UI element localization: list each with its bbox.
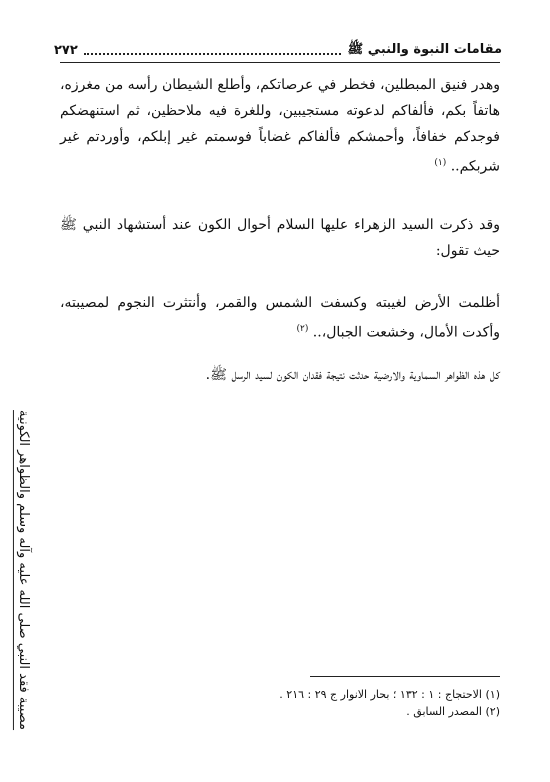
handwritten-margin-note (2, 405, 42, 735)
page-header (54, 38, 502, 62)
paragraph-text: كل هذه الظواهر السماوية والارضية حدثت نتيجة فقدان الكون لسيد الرسل ﷺ. (205, 367, 500, 383)
footnote-item: (١) الاحتجاج : ١ : ١٣٢ ؛ بحار الانوار ج ٢٩ : ٢١٦ . (279, 688, 500, 701)
footnote-separator (310, 676, 500, 677)
paragraph (60, 290, 500, 346)
header-title: مقامات النبوة والنبي ﷺ (347, 41, 502, 57)
header-rule (60, 62, 500, 63)
paragraph (60, 212, 500, 264)
paragraph-text: وقد ذكرت السيد الزهراء عليها السلام أحوال الكون عند أستشهاد النبي ﷺ حيث تقول: (60, 217, 500, 259)
footnote-marker: (١) (434, 158, 447, 168)
paragraph-text: أظلمت الأرض لغيبته وكسفت الشمس والقمر، وأنتثرت النجوم لمصيبته، وأكدت الأمال، وخشعت الجبال،.. (60, 295, 500, 341)
footnote-marker: (٢) (296, 324, 309, 334)
paragraph (60, 72, 500, 180)
margin-note-text: مصيبة فقد النبي صلى الله عليه وآله وسلم والظواهر الكونية (13, 410, 31, 730)
paragraph (60, 362, 500, 388)
page-number: ٢٧٢ (54, 42, 78, 58)
footnote-item: (٢) المصدر السابق . (406, 705, 500, 718)
paragraph-text: وهدر فنيق المبطلين، فخطر في عرصاتكم، وأطلع الشيطان رأسه من مغرزه، هاتفاً بكم، فألفاكم لدعوته مستجيبين، وللغرة فيه ملاحظين، ثم استنهضكم فوجدكم خفافاً، وأحمشكم فألفاكم غضاباً فوسمتم غير إبلكم، وأوردتم غير شربكم.. (60, 77, 500, 175)
header-dotted-leader (84, 45, 342, 55)
footnotes (60, 686, 500, 720)
